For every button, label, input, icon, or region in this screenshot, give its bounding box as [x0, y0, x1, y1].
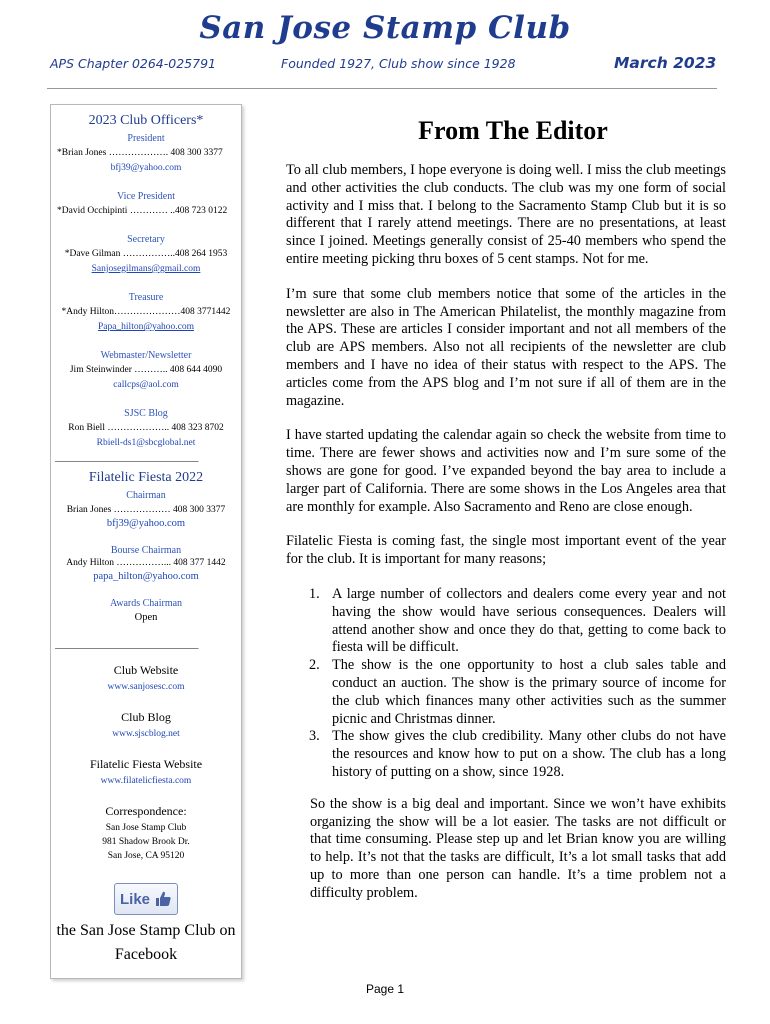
- officer-blog: [51, 408, 241, 448]
- fiesta-title: Filatelic Fiesta 2022: [88, 470, 204, 485]
- issue-date: March 2023: [614, 54, 717, 72]
- fiesta-awards-chairman: [51, 598, 241, 623]
- list-number: 1.: [309, 585, 320, 602]
- fiesta-website-label: Filatelic Fiesta Website: [89, 757, 203, 771]
- facebook-caption: the San Jose Stamp Club on Facebook: [56, 922, 236, 963]
- club-blog-label: Club Blog: [121, 710, 171, 724]
- officer-line: *Brian Jones ………………. 408 300 3377: [57, 148, 223, 158]
- fiesta-website-link[interactable]: www.filatelicfiesta.com: [100, 776, 192, 786]
- page-number: Page 1: [365, 982, 405, 996]
- correspondence-label: Correspondence:: [105, 804, 187, 818]
- club-blog-link[interactable]: www.sjscblog.net: [112, 729, 180, 739]
- sidebar-separator: ______________________________________: [55, 454, 198, 464]
- address-line: San Jose Stamp Club: [105, 823, 187, 833]
- officer-treasurer: [51, 292, 241, 332]
- officer-line: Ron Biell ……………….. 408 323 8702: [68, 423, 224, 433]
- facebook-like-button[interactable]: [114, 883, 178, 915]
- header-divider: [47, 88, 717, 89]
- officer-email-link[interactable]: Rbiell-ds1@sbcglobal.net: [96, 438, 196, 448]
- officer-line: *David Occhipinti ………… ..408 723 0122: [57, 206, 228, 216]
- founded-line: Founded 1927, Club show since 1928: [281, 56, 516, 71]
- officer-vice-president: [51, 191, 241, 216]
- fiesta-line: Open: [134, 612, 158, 623]
- list-item: [286, 728, 726, 781]
- address-line: 981 Shadow Brook Dr.: [102, 837, 190, 847]
- officer-role: Treasure: [128, 292, 164, 303]
- newsletter-title: San Jose Stamp Club: [199, 10, 571, 46]
- officers-title: 2023 Club Officers*: [88, 113, 204, 128]
- fiesta-email-link[interactable]: papa_hilton@yahoo.com: [93, 571, 199, 582]
- thumbs-up-icon: [154, 890, 172, 908]
- fiesta-bourse-chairman: [51, 545, 241, 582]
- officer-role: Vice President: [117, 191, 175, 202]
- fiesta-line: Brian Jones ……………… 408 300 3377: [66, 505, 226, 515]
- officer-president: [51, 133, 241, 173]
- fiesta-email-link[interactable]: bfj39@yahoo.com: [106, 518, 186, 529]
- editor-title: From The Editor: [418, 116, 608, 145]
- list-number: 2.: [309, 657, 320, 674]
- club-website-label: Club Website: [113, 663, 179, 677]
- list-text: The show gives the club credibility. Many other clubs do not have the resources and know how to put on a show. The club has a long history of putting on a show, since 1928.: [332, 728, 726, 780]
- officer-webmaster: [51, 350, 241, 390]
- editor-paragraph: I’m sure that some club members notice that some of the articles in the newsletter are also in The American Philatelist, the monthly magazine from the APS. These are articles I consider important and not all members of the club are APS members. Also not all recipients of the newsletter are club members and I have no idea of their status with respect to the APS. The articles come from the APS blog and I’m not sure if all of them are in the magazine.: [286, 285, 726, 409]
- fiesta-role: Chairman: [126, 490, 166, 501]
- like-label: Like: [119, 890, 150, 908]
- fiesta-role: Awards Chairman: [109, 598, 183, 609]
- editor-column: [286, 116, 726, 919]
- fiesta-role: Bourse Chairman: [110, 545, 182, 556]
- sidebar: [50, 104, 242, 979]
- officer-email-link[interactable]: callcps@aol.com: [113, 380, 179, 390]
- editor-paragraph: Filatelic Fiesta is coming fast, the single most important event of the year for the club. It is important for many reasons;: [286, 533, 726, 568]
- officer-secretary: [51, 234, 241, 274]
- editor-paragraph: I have started updating the calendar again so check the website from time to time. There are fewer shows and activities now and I’m sure some of the shows are gone for good. I’ve expanded beyond the bay area to include a larger part of California. There are some shows in the Los Angeles area that are monthly for example. Also Sacramento and Reno are close enough.: [286, 427, 726, 515]
- officer-line: *Dave Gilman ……………..408 264 1953: [64, 249, 228, 259]
- aps-chapter: APS Chapter 0264-025791: [50, 56, 216, 71]
- officer-line: Jim Steinwinder ……….. 408 644 4090: [69, 365, 223, 375]
- sidebar-separator: ______________________________________: [55, 641, 198, 651]
- reasons-list: [286, 586, 726, 782]
- officer-role: SJSC Blog: [124, 408, 168, 419]
- list-text: The show is the one opportunity to host a club sales table and conduct an auction. The show is the primary source of income for the club which finances many other activities such as the summer picnic and Christmas dinner.: [332, 657, 726, 727]
- fiesta-line: Andy Hilton ……………... 408 377 1442: [66, 558, 226, 568]
- editor-paragraph: To all club members, I hope everyone is doing well. I miss the club meetings and other activities the club conducts. The club was my one form of social activity and I miss that. I belong to the Sacramento Stamp Club but it is so different that I rarely attend meetings. There are no presentations, at least since I joined. Meetings generally consist of 25-40 members who spend the entire meeting picking thru boxes of 5 cent stamps. Not for me.: [286, 162, 726, 267]
- officer-email-link[interactable]: Sanjosegilmans@gmail.com: [91, 264, 201, 274]
- list-text: A large number of collectors and dealers come every year and not having the show would have serious consequences. Dealers will attend another show and once they do that, getting to come back to fiesta will be difficult.: [332, 585, 726, 656]
- officer-role: Secretary: [127, 234, 165, 245]
- editor-closing-paragraph: So the show is a big deal and important. Since we won’t have exhibits organizing the show will be a lot easier. The tasks are not difficult or that time consuming. Please step up and let Brian know you are willing to help. It’s not that the tasks are difficult, It’s a lot small tasks that add up to more than one person can handle. It’s a time problem not a difficulty problem.: [310, 795, 726, 901]
- officer-line: *Andy Hilton…………………408 3771442: [61, 307, 231, 317]
- officer-role: Webmaster/Newsletter: [100, 350, 192, 361]
- club-website-link[interactable]: www.sanjosesc.com: [107, 682, 185, 692]
- officer-email-link[interactable]: Papa_hilton@yahoo.com: [97, 322, 195, 332]
- list-number: 3.: [309, 728, 320, 745]
- address-line: San Jose, CA 95120: [107, 851, 185, 861]
- fiesta-chairman: [51, 490, 241, 529]
- list-item: [286, 657, 726, 728]
- list-item: [286, 586, 726, 657]
- officer-email-link[interactable]: bfj39@yahoo.com: [110, 163, 182, 173]
- officer-role: President: [127, 133, 165, 144]
